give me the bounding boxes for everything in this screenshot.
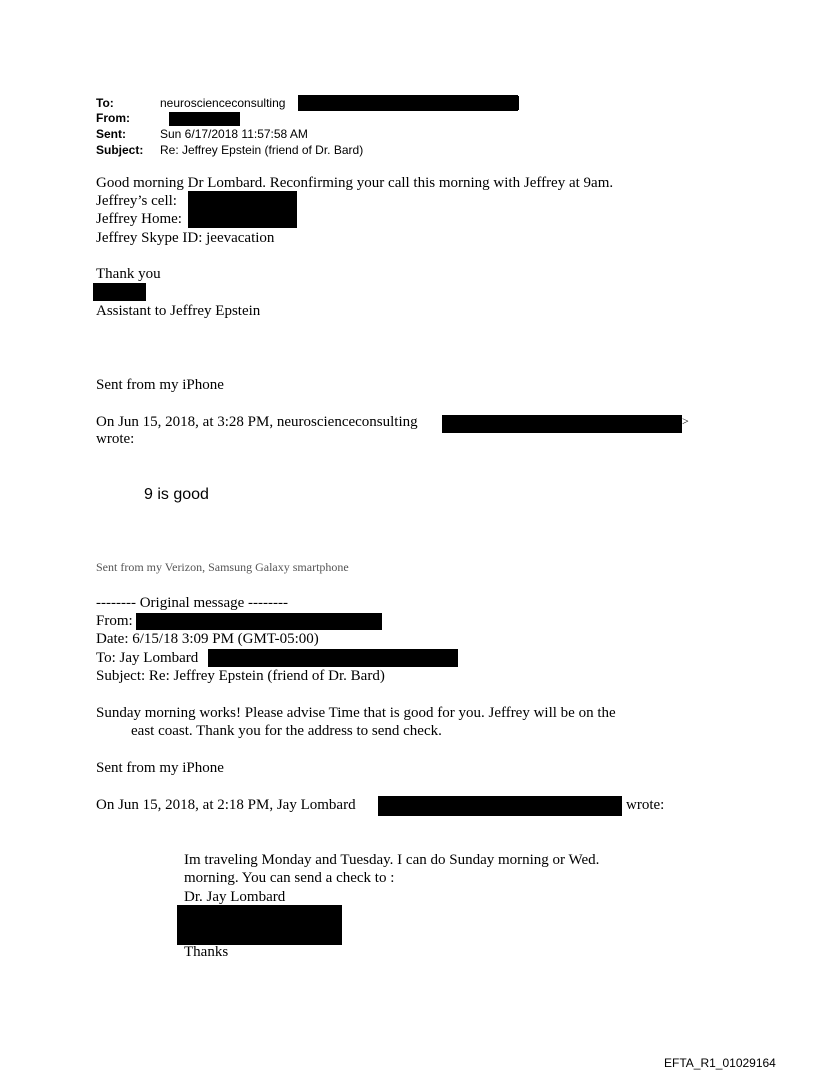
to-label: To: bbox=[96, 96, 114, 110]
redaction-original-to bbox=[208, 649, 458, 667]
original-from: From: bbox=[96, 613, 133, 629]
reply-home-label: Jeffrey Home: bbox=[96, 211, 182, 227]
quote1-intro-end: > bbox=[682, 414, 689, 428]
reply-signature: Assistant to Jeffrey Epstein bbox=[96, 303, 261, 319]
reply-skype: Jeffrey Skype ID: jeevacation bbox=[96, 230, 275, 246]
quote1-intro: On Jun 15, 2018, at 3:28 PM, neuroscienceconsulting bbox=[96, 414, 418, 430]
quote1-wrote: wrote: bbox=[96, 431, 135, 447]
to-bracket bbox=[518, 96, 519, 110]
quote2-line2: morning. You can send a check to : bbox=[184, 870, 395, 886]
original-subject: Subject: Re: Jeffrey Epstein (friend of Dr. Bard) bbox=[96, 668, 385, 684]
original-date: Date: 6/15/18 3:09 PM (GMT-05:00) bbox=[96, 631, 319, 647]
quote2-wrote: wrote: bbox=[626, 797, 665, 813]
original-sent-from: Sent from my iPhone bbox=[96, 760, 224, 776]
redaction-quote2-email bbox=[378, 796, 622, 816]
quote2-line1: Im traveling Monday and Tuesday. I can do Sunday morning or Wed. bbox=[184, 852, 600, 868]
sent-label: Sent: bbox=[96, 127, 126, 141]
reply-sent-from: Sent from my iPhone bbox=[96, 377, 224, 393]
reply-greeting: Good morning Dr Lombard. Reconfirming your call this morning with Jeffrey at 9am. bbox=[96, 175, 614, 191]
subject-label: Subject: bbox=[96, 143, 144, 157]
quote1-message: 9 is good bbox=[144, 486, 209, 503]
quote2-intro: On Jun 15, 2018, at 2:18 PM, Jay Lombard bbox=[96, 797, 356, 813]
redaction-address bbox=[177, 905, 342, 945]
from-label: From: bbox=[96, 111, 130, 125]
redaction-to-address bbox=[298, 95, 518, 111]
redaction-from bbox=[169, 112, 240, 126]
original-body-line2: east coast. Thank you for the address to send check. bbox=[131, 723, 442, 739]
reply-cell-label: Jeffrey’s cell: bbox=[96, 193, 177, 209]
redaction-phone-numbers bbox=[188, 191, 297, 228]
sent-value: Sun 6/17/2018 11:57:58 AM bbox=[160, 127, 308, 141]
quote1-sent-from: Sent from my Verizon, Samsung Galaxy smartphone bbox=[96, 560, 349, 574]
quote2-thanks: Thanks bbox=[184, 944, 229, 960]
redaction-original-from bbox=[136, 613, 382, 630]
redaction-assistant-name bbox=[93, 283, 146, 301]
redaction-quote1-email bbox=[442, 415, 682, 433]
original-to: To: Jay Lombard bbox=[96, 650, 199, 666]
reply-thanks: Thank you bbox=[96, 266, 161, 282]
original-divider: -------- Original message -------- bbox=[96, 595, 288, 611]
quote2-line3: Dr. Jay Lombard bbox=[184, 889, 286, 905]
original-body-line1: Sunday morning works! Please advise Time that is good for you. Jeffrey will be on the bbox=[96, 705, 616, 721]
subject-value: Re: Jeffrey Epstein (friend of Dr. Bard) bbox=[160, 143, 364, 157]
document-id: EFTA_R1_01029164 bbox=[664, 1056, 776, 1070]
to-value: neuroscienceconsulting bbox=[160, 96, 286, 110]
